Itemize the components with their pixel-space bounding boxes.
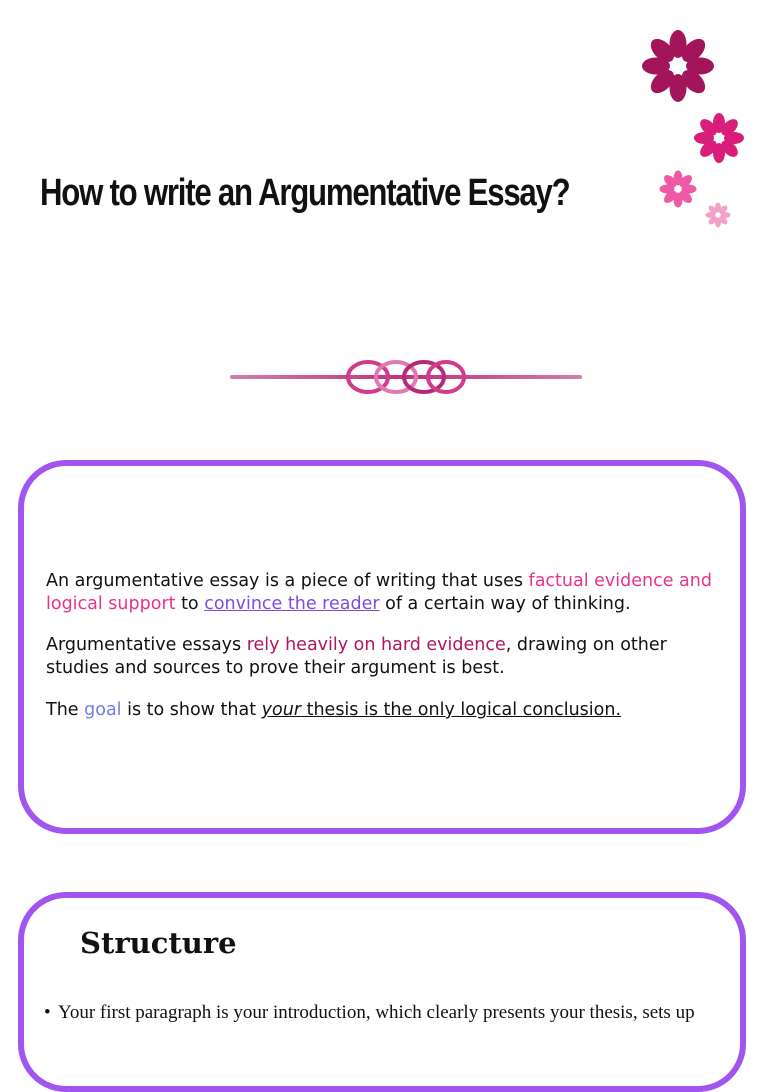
intro-paragraph-1: An argumentative essay is a piece of writing that uses factual evidence and logical support to convince the reader of a certain way of thinking. <box>46 571 712 614</box>
intro-card <box>18 460 746 834</box>
structure-heading: Structure <box>80 926 237 960</box>
intro-paragraph-2: Argumentative essays rely heavily on hard evidence, drawing on other studies and sources to prove their argument is best. <box>46 635 667 678</box>
flower-decoration <box>630 20 760 240</box>
flower-large-icon <box>642 30 714 102</box>
bullet-icon: • <box>44 1002 51 1023</box>
ornamental-divider-icon <box>228 352 584 402</box>
convince-reader-link[interactable]: convince the reader <box>204 594 380 614</box>
flower-small-icon <box>660 171 697 208</box>
page-title: How to write an Argumentative Essay? <box>40 172 570 214</box>
structure-card <box>18 892 746 1092</box>
flower-medium-icon <box>694 113 744 163</box>
intro-paragraph-3: The goal is to show that your thesis is the only logical conclusion. <box>46 700 622 720</box>
list-item: • Your first paragraph is your introduction, which clearly presents your thesis, sets up <box>44 1002 695 1023</box>
flower-tiny-icon <box>706 203 731 228</box>
